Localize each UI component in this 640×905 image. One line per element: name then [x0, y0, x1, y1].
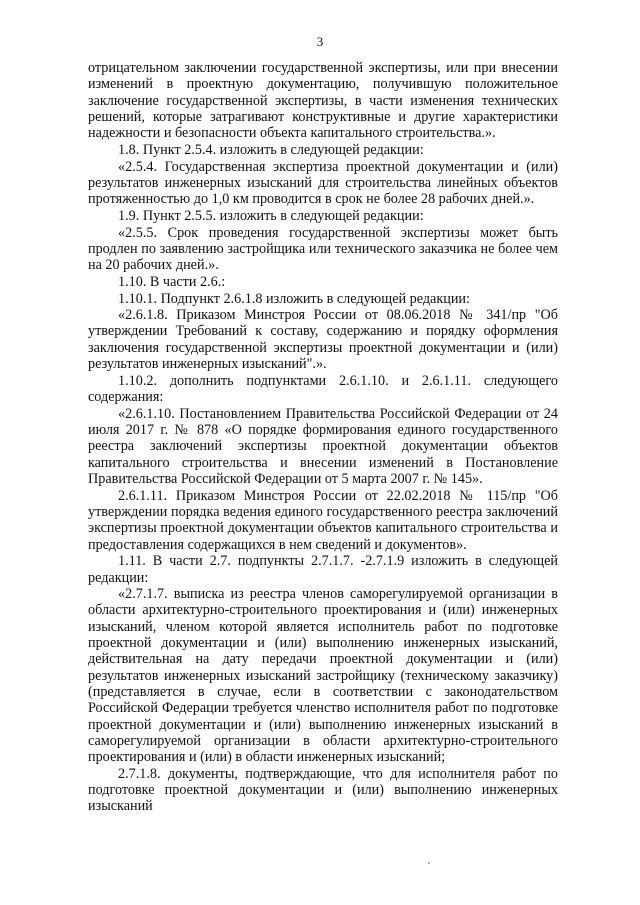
- paragraph-2-6-1-10: «2.6.1.10. Постановлением Правительства Российской Федерации от 24 июля 2017 г. № 878 «О порядке формирования единого государственного реестра заключений экспертизы проектной документации объектов капитального строительства и внесении изменений в Постановление Правительства Российской Федерации от 5 марта 2007 г. № 145».: [88, 405, 558, 487]
- document-body: [88, 60, 558, 815]
- paragraph-2-6-1-11: 2.6.1.11. Приказом Минстроя России от 22.02.2018 № 115/пр "Об утверждении порядка ведения единого государственного реестра заключений экспертизы проектной документации объектов капитального строительства и предоставления содержащихся в нем сведений и документов».: [88, 487, 558, 553]
- paragraph-2-5-5: «2.5.5. Срок проведения государственной экспертизы может быть продлен по заявлению застройщика или технического заказчика не более чем на 20 рабочих дней.».: [88, 224, 558, 274]
- paragraph-1-11: 1.11. В части 2.7. подпункты 2.7.1.7. -2.7.1.9 изложить в следующей редакции:: [88, 553, 558, 586]
- page-number: 3: [316, 34, 324, 49]
- paragraph-1-10-2: 1.10.2. дополнить подпунктами 2.6.1.10. и 2.6.1.11. следующего содержания:: [88, 372, 558, 406]
- paragraph-1-9: 1.9. Пункт 2.5.5. изложить в следующей редакции:: [118, 207, 424, 224]
- paragraph-1-10-1: 1.10.1. Подпункт 2.6.1.8 изложить в следующей редакции:: [118, 290, 470, 307]
- paragraph-2-5-4: «2.5.4. Государственная экспертиза проектной документации и (или) результатов инженерных изысканий для строительства линейных объектов протяженностью до 1,0 км проводится в срок не более 28 рабочих дней.».: [88, 158, 558, 208]
- scan-speck: [428, 862, 430, 864]
- paragraph-continuation: отрицательном заключении государственной экспертизы, или при внесении изменений в проектную документацию, получившую положительное заключение государственной экспертизы, в части изменения технических решений, которые затрагивают конструктивные и другие характеристики надежности и безопасности объекта капитального строительства.».: [88, 60, 558, 142]
- paragraph-2-7-1-7: «2.7.1.7. выписка из реестра членов саморегулируемой организации в области архитектурно-строительного проектирования и (или) инженерных изысканий, членом которой является исполнитель работ по подготовке проектной документации и (или) выполнению инженерных изысканий, действительная на дату передачи проектной документации и (или) результатов инженерных изысканий застройщику (техническому заказчику) (представляется в случае, если в соответствии с законодательством Российской Федерации требуется членство исполнителя работ по подготовке проектной документации и (или) выполнению инженерных изысканий в саморегулируемой организации в области архитектурно-строительного проектирования и (или) в области инженерных изысканий;: [88, 586, 558, 766]
- paragraph-2-7-1-8: 2.7.1.8. документы, подтверждающие, что для исполнителя работ по подготовке проектной документации и (или) выполнению инженерных изысканий: [88, 765, 558, 815]
- paragraph-2-6-1-8: «2.6.1.8. Приказом Минстроя России от 08.06.2018 № 341/пр "Об утверждении Требований к составу, содержанию и порядку оформления заключения государственной экспертизы проектной документации и (или) результатов инженерных изысканий".».: [88, 307, 558, 373]
- paragraph-1-8: 1.8. Пункт 2.5.4. изложить в следующей редакции:: [118, 141, 424, 158]
- paragraph-1-10: 1.10. В части 2.6.:: [118, 273, 226, 290]
